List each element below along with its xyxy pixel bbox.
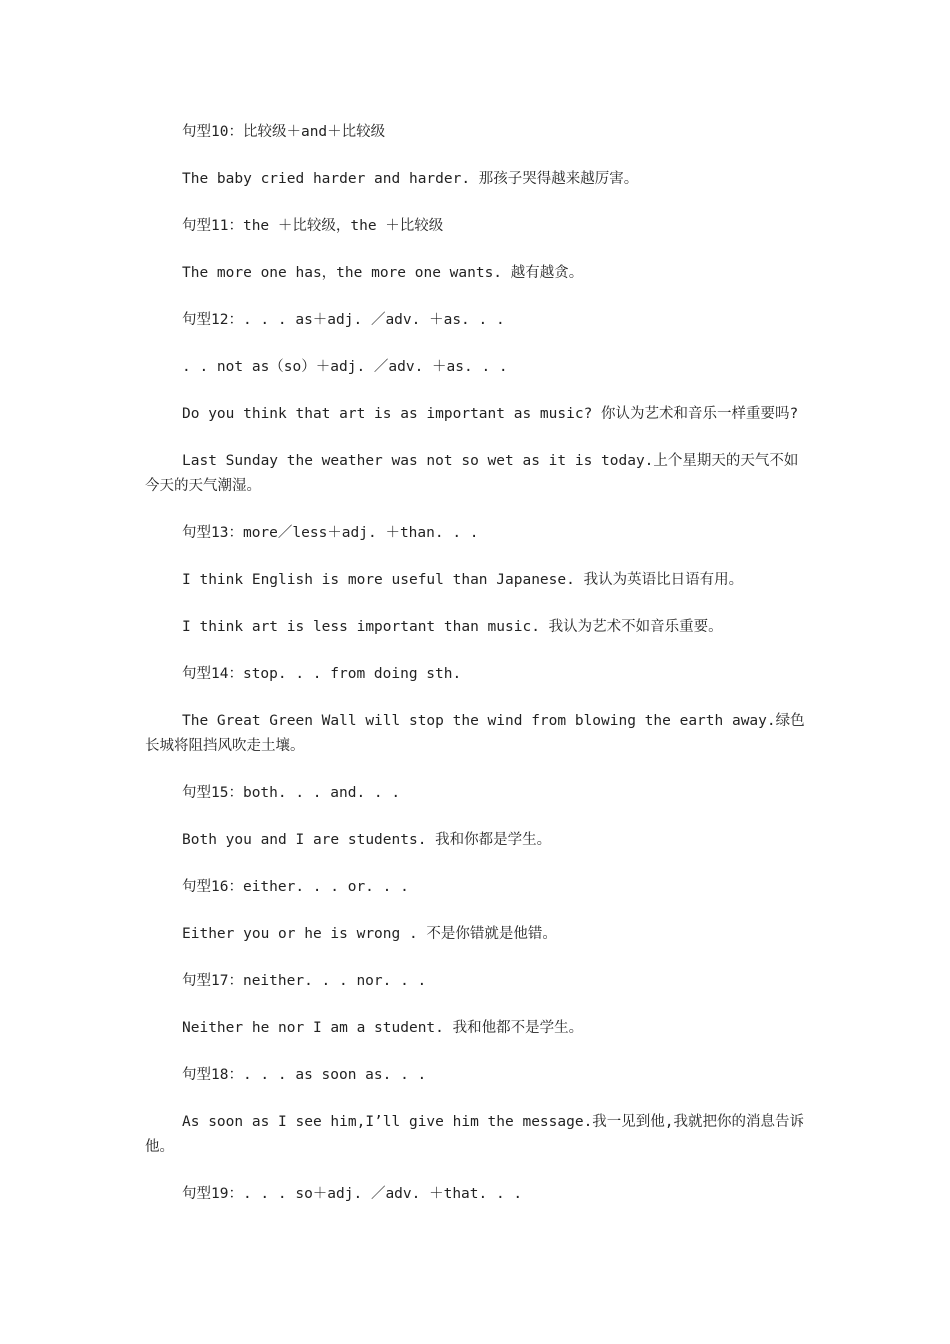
example-sentence: The Great Green Wall will stop the wind from blowing the earth away.绿色长城将阻挡风吹走土壤。 [145, 713, 805, 754]
sentence-pattern-heading: 句型16：either. . . or. . . [182, 879, 409, 895]
sentence-pattern-heading: 句型10：比较级＋and＋比较级 [182, 124, 386, 140]
sentence-pattern-variant: . . not as（so）＋adj. ／adv. ＋as. . . [182, 359, 508, 375]
sentence-pattern-heading: 句型12：. . . as＋adj. ／adv. ＋as. . . [182, 312, 505, 328]
example-sentence: Either you or he is wrong . 不是你错就是他错。 [182, 926, 557, 942]
example-sentence: I think English is more useful than Japanese. 我认为英语比日语有用。 [182, 572, 744, 588]
sentence-pattern-heading: 句型19：. . . so＋adj. ／adv. ＋that. . . [182, 1186, 523, 1202]
sentence-pattern-heading: 句型17：neither. . . nor. . . [182, 973, 427, 989]
example-sentence: Neither he nor I am a student. 我和他都不是学生。 [182, 1020, 584, 1036]
example-sentence: Last Sunday the weather was not so wet as it is today.上个星期天的天气不如今天的天气潮湿。 [145, 453, 799, 494]
sentence-pattern-heading: 句型18：. . . as soon as. . . [182, 1067, 427, 1083]
example-sentence: The more one has，the more one wants. 越有越贪。 [182, 265, 584, 281]
sentence-pattern-heading: 句型11：the ＋比较级，the ＋比较级 [182, 218, 444, 234]
sentence-pattern-heading: 句型13：more／less＋adj. ＋than. . . [182, 525, 479, 541]
example-sentence: I think art is less important than music. 我认为艺术不如音乐重要。 [182, 619, 723, 635]
example-sentence: The baby cried harder and harder. 那孩子哭得越来越厉害。 [182, 171, 639, 187]
example-sentence: As soon as I see him,I’ll give him the message.我一见到他,我就把你的消息告诉他。 [145, 1114, 805, 1155]
document-body [145, 120, 810, 1229]
example-sentence: Both you and I are students. 我和你都是学生。 [182, 832, 552, 848]
example-sentence: Do you think that art is as important as music? 你认为艺术和音乐一样重要吗? [182, 406, 799, 422]
sentence-pattern-heading: 句型14：stop. . . from doing sth. [182, 666, 462, 682]
sentence-pattern-heading: 句型15：both. . . and. . . [182, 785, 401, 801]
